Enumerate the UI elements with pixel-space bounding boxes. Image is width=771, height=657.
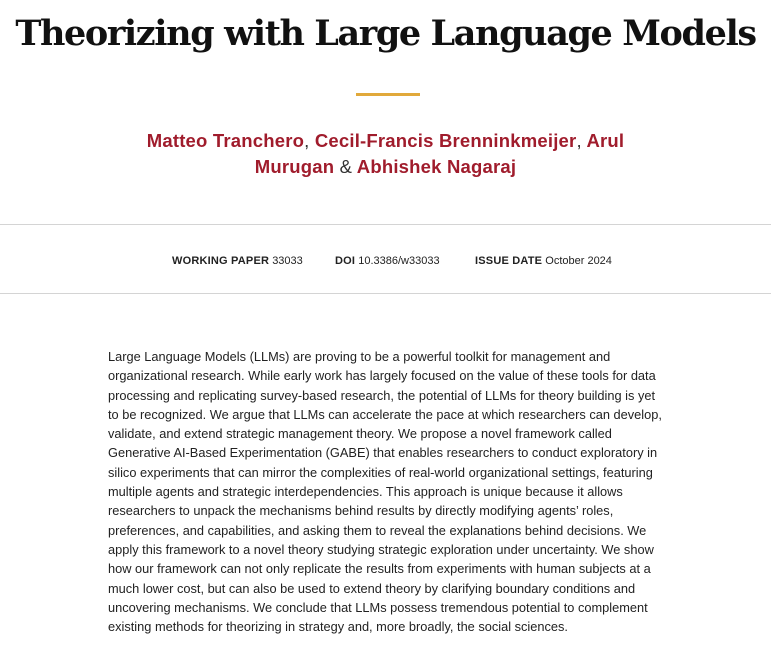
issue-date-label: ISSUE DATE: [475, 255, 543, 267]
author-link-brenninkmeijer[interactable]: Cecil-Francis Brenninkmeijer: [314, 130, 577, 151]
working-paper-number: 33033: [272, 255, 303, 267]
author-link-nagaraj[interactable]: Abhishek Nagaraj: [356, 156, 517, 177]
author-list: [110, 128, 661, 180]
title-accent-divider: [356, 93, 420, 96]
author-separator-and: &: [339, 156, 353, 177]
doi-value: 10.3386/w33033: [358, 255, 440, 267]
issue-date-value: October 2024: [545, 255, 612, 267]
author-separator: ,: [576, 130, 582, 151]
page-title: Theorizing with Large Language Models: [15, 13, 756, 54]
doi-meta: [335, 254, 440, 268]
author-link-murugan[interactable]: Arul Murugan: [254, 130, 625, 177]
working-paper-label: WORKING PAPER: [172, 255, 270, 267]
issue-date-meta: [475, 254, 612, 268]
author-link-tranchero[interactable]: Matteo Tranchero: [146, 130, 305, 151]
author-separator: ,: [304, 130, 310, 151]
paper-metadata-bar: [0, 224, 771, 294]
abstract-text: Large Language Models (LLMs) are proving to be a powerful toolkit for management and organizational research. While early work has largely focused on the value of these tools for data processing and replicating survey-based research, the potential of LLMs for theory building is yet to be recognized. We argue that LLMs can accelerate the pace at which researchers can develop, validate, and extend strategic management theory. We propose a novel framework called Generative AI-Based Experimentation (GABE) that enables researchers to conduct exploratory in silico experiments that can mirror the complexities of real-world organizational settings, featuring multiple agents and strategic interdependencies. This approach is unique because it allows researchers to unpack the mechanisms behind results by directly modifying agents’ roles, preferences, and capabilities, and asking them to reveal the explanations behind decisions. We apply this framework to a novel theory studying strategic exploration under uncertainty. We show how our framework can not only replicate the results from experiments with human subjects at a much lower cost, but can also be used to extend theory by clarifying boundary conditions and uncovering mechanisms. We conclude that LLMs possess tremendous potential to complement existing methods for theorizing in strategy and, more broadly, the social sciences.: [108, 349, 662, 635]
doi-label: DOI: [335, 255, 356, 267]
working-paper-meta: [172, 254, 303, 268]
